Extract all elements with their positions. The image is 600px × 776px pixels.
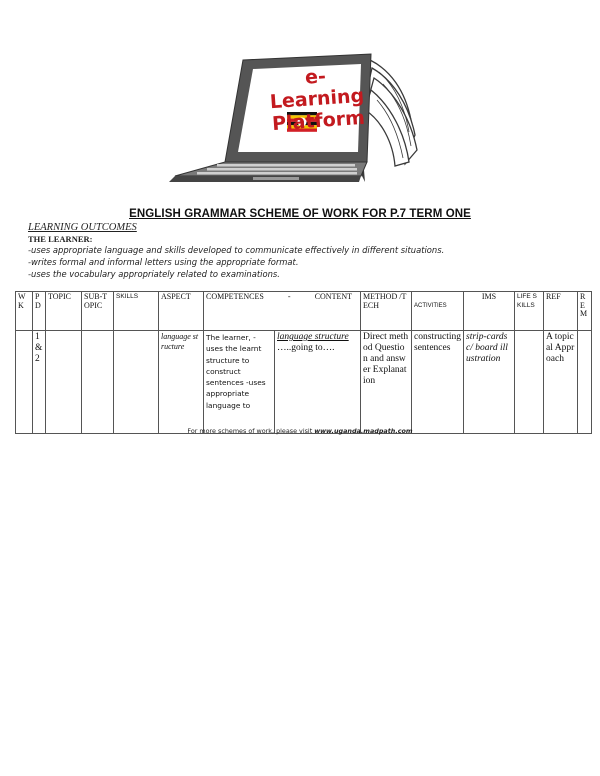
cell-rem — [578, 331, 592, 434]
cell-activities: constructing sentences — [412, 331, 464, 434]
header-activities: ACTIVITIES — [412, 292, 464, 331]
header-ref: REF — [544, 292, 578, 331]
footer-text: For more schemes of work, please visit — [187, 427, 315, 435]
footer-link[interactable]: www.uganda.madpath.com — [314, 427, 413, 435]
cell-subtopic — [82, 331, 114, 434]
footer-note — [0, 427, 600, 435]
header-subtopic: SUB-TOPIC — [82, 292, 114, 331]
cell-pd: 1 & 2 — [33, 331, 46, 434]
header-skills: SKILLS — [114, 292, 159, 331]
header-life-skills: LIFE SKILLS — [515, 292, 544, 331]
outcome-item: -writes formal and informal letters using the appropriate format. — [28, 257, 299, 267]
logo-text — [260, 62, 374, 136]
cell-competences: The learner, -uses the learnt structure to construct sentences -uses appropriate language to — [204, 331, 275, 434]
page-title: ENGLISH GRAMMAR SCHEME OF WORK FOR P.7 TERM ONE — [129, 208, 471, 220]
learning-outcomes-heading: LEARNING OUTCOMES — [28, 222, 137, 233]
cell-topic — [46, 331, 82, 434]
cell-method: Direct method Question and answer Explanation — [361, 331, 412, 434]
cell-skills — [114, 331, 159, 434]
cell-content — [275, 331, 361, 434]
header-wk: WK — [16, 292, 33, 331]
content-body: …..going to…. — [277, 343, 335, 353]
cell-aspect: language structure — [159, 331, 204, 434]
scheme-of-work-table — [15, 291, 592, 434]
header-pd: PD — [33, 292, 46, 331]
learner-label: THE LEARNER: — [28, 234, 93, 244]
header-competences-content — [204, 292, 361, 331]
cell-ref: A topical Approach — [544, 331, 578, 434]
table-header-row — [16, 292, 592, 331]
content-title: language structure — [277, 332, 349, 342]
header-method: METHOD /TECH — [361, 292, 412, 331]
header-competences: COMPETENCES — [206, 292, 264, 301]
cell-life-skills — [515, 331, 544, 434]
header-dash: - — [287, 292, 291, 301]
header-topic: TOPIC — [46, 292, 82, 331]
header-aspect: ASPECT — [159, 292, 204, 331]
cell-ims: strip-cards c/ board illustration — [464, 331, 515, 434]
logo-line1: e-Learning — [269, 65, 365, 114]
header-content: CONTENT — [314, 292, 353, 301]
cell-wk — [16, 331, 33, 434]
table-row — [16, 331, 592, 434]
header-ims: IMS — [464, 292, 515, 331]
outcome-item: -uses appropriate language and skills developed to communicate effectively in different situations. — [28, 245, 445, 255]
outcome-item: -uses the vocabulary appropriately related to examinations. — [28, 269, 280, 279]
header-rem: REM — [578, 292, 592, 331]
logo-line2: Platform — [271, 106, 366, 136]
